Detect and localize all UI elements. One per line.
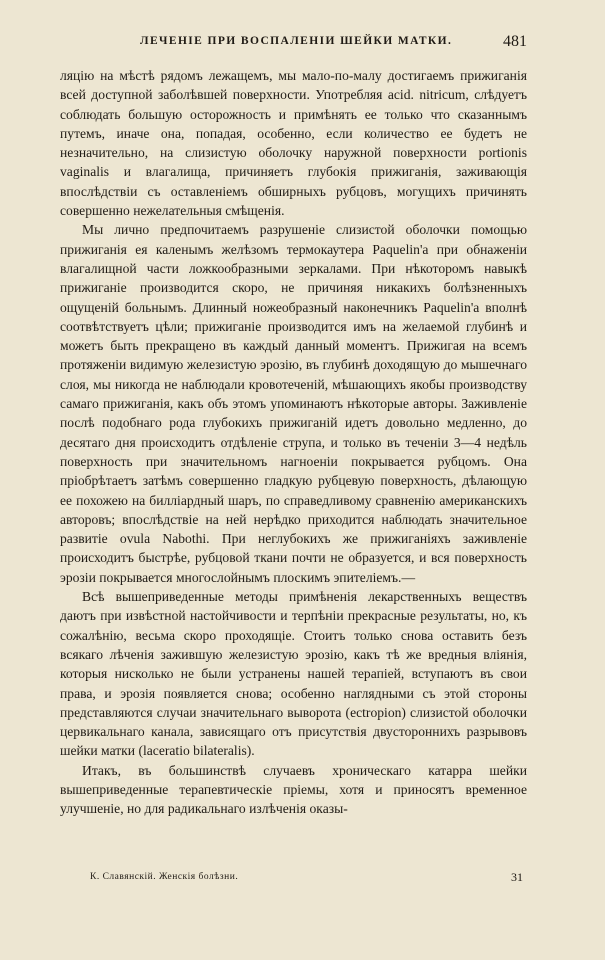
body-text [60, 66, 527, 819]
paragraph-conclusion: Итакъ, въ большинствѣ случаевъ хроническаго катарра шейки вышеприведенные терапевтическіе пріемы, хотя и приносятъ временное улучшеніе, но для радикальнаго излѣченія оказы- [60, 762, 527, 817]
running-title: ЛЕЧЕНІЕ ПРИ ВОСПАЛЕНІИ ШЕЙКИ МАТКИ. [140, 35, 453, 47]
page-number: 481 [503, 33, 527, 50]
page-footer [90, 870, 523, 886]
paragraph-methods: Всѣ вышеприведенные методы примѣненія лекарственныхъ веществъ даютъ при извѣстной настойчивости и терпѣніи прекрасные результаты, но, къ сожалѣнію, весьма скоро проходящіе. Стоитъ только снова оставить безъ всякаго лѣченія зажившую железистую эрозію, какъ тѣ же вредныя вліянія, которыя нисколько не были устранены нашей терапіей, вступаютъ въ свои права, и эрозія появляется снова; особенно наглядными съ этой стороны представляются случаи значительнаго выворота (ectropion) слизистой оболочки цервикальнаго канала, зависящаго отъ присутствія двустороннихъ разрывовъ шейки матки (laceratio bilateralis). [60, 589, 527, 759]
paragraph-paquelin: Мы лично предпочитаемъ разрушеніе слизистой оболочки помощью прижиганія ея каленымъ желѣзомъ термокаутера Paquelin'а при обнаженіи влагалищной части ложкообразными зеркалами. При нѣкоторомъ навыкѣ прижиганіе производится скоро, не причиняя никакихъ болѣзненныхъ ощущеній больнымъ. Длинный ножеобразный наконечникъ Paquelin'а вполнѣ соотвѣтствуетъ цѣли; прижиганіе производится имъ на желаемой глубинѣ и можетъ быть прекращено въ каждый данный моментъ. Прижигая на всемъ протяженіи видимую железистую эрозію, въ глубинѣ доходящую до мышечнаго слоя, мы никогда не наблюдали кровотеченій, мѣшающихъ якобы производству самаго прижиганія, какъ объ этомъ упоминаютъ нѣкоторые авторы. Заживленіе послѣ подобнаго рода глубокихъ прижиганій идетъ довольно медленно, до десятаго дня происходитъ отдѣленіе струпа, и только въ теченіи 3—4 недѣль поверхность при значительномъ нагноеніи покрывается рубцомъ. Она пріобрѣтаетъ затѣмъ совершенно гладкую рубцевую поверхность, дѣлающую ее похожею на билліардный шаръ, по справедливому сравненію американскихъ авторовъ; впослѣдствіе на ней нерѣдко приходится наблюдать значительное развитіе ovula Nabothi. При неглубокихъ же прижиганіяхъ заживленіе происходитъ быстрѣе, рубцовой ткани почти не образуется, и вся поверхность эрозіи покрывается многослойнымъ плоскимъ эпителіемъ.— [60, 222, 527, 585]
signature-line: К. Славянскій. Женскія болѣзни. [90, 872, 239, 882]
sheet-number: 31 [511, 870, 523, 884]
paragraph-continuation: ляцію на мѣстѣ рядомъ лежащемъ, мы мало-по-малу достигаемъ прижиганія всей доступной заболѣвшей поверхности. Употребляя acid. nitricum, слѣдуетъ соблюдать большую осторожность и примѣнять ее только что сказаннымъ путемъ, иначе она, попадая, особенно, если количество ее будетъ не незначительно, на слизистую оболочку наружной поверхности portionis vaginalis и влагалища, причиняетъ глубокія прижиганія, заживающія впослѣдствіи съ оставленіемъ обширныхъ рубцовъ, могущихъ причинять совершенно нежелательныя смѣщенія. [60, 68, 527, 219]
page-header [60, 33, 527, 55]
